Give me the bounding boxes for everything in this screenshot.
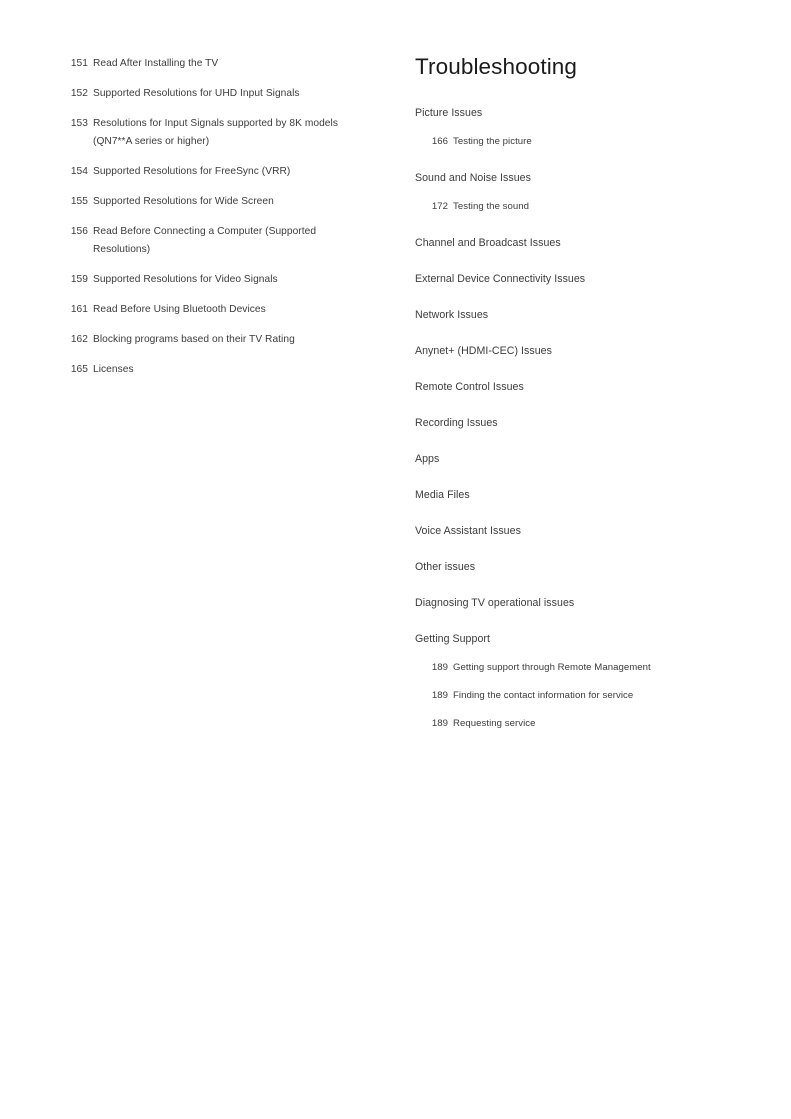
toc-entry-label: Resolutions for Input Signals supported by 8K models (QN7**A series or higher) [93, 118, 338, 147]
section-heading[interactable]: Anynet+ (HDMI-CEC) Issues [415, 345, 552, 357]
section-heading[interactable]: Network Issues [415, 309, 489, 321]
toc-entry-label: Supported Resolutions for Video Signals [93, 274, 278, 285]
section-sub-entry-label: Testing the picture [453, 136, 532, 147]
toc-entry[interactable] [69, 271, 369, 289]
toc-entry-label: Read Before Using Bluetooth Devices [93, 304, 266, 315]
section-heading[interactable]: Recording Issues [415, 417, 498, 429]
section-list [415, 105, 745, 732]
section-heading[interactable]: Getting Support [415, 633, 490, 645]
section-heading[interactable]: Diagnosing TV operational issues [415, 597, 575, 609]
section-sub-entry[interactable] [415, 134, 745, 150]
section-sub-entry-group [415, 660, 745, 732]
toc-entry-page-number: 156 [70, 226, 88, 237]
toc-entry-page-number: 159 [70, 274, 88, 285]
toc-entry[interactable] [69, 85, 369, 103]
section-heading[interactable]: Other issues [415, 561, 476, 573]
toc-entry-label: Supported Resolutions for UHD Input Signals [93, 88, 300, 99]
section-sub-entry[interactable] [415, 199, 745, 215]
toc-right-column [415, 52, 745, 732]
toc-entry[interactable] [69, 301, 369, 319]
section-heading[interactable]: Media Files [415, 489, 470, 501]
toc-entry-label: Blocking programs based on their TV Rating [93, 334, 295, 345]
toc-entry[interactable] [69, 163, 369, 181]
section-sub-entry-page-number: 189 [431, 690, 448, 701]
toc-entry[interactable] [69, 115, 369, 151]
section-sub-entry-page-number: 189 [431, 662, 448, 673]
toc-entry-page-number: 162 [70, 334, 88, 345]
section-sub-entry-page-number: 166 [431, 136, 448, 147]
toc-left-column [69, 55, 369, 391]
toc-entry-page-number: 155 [70, 196, 88, 207]
section-sub-entry[interactable] [415, 688, 745, 704]
section-heading[interactable]: Remote Control Issues [415, 381, 524, 393]
section-sub-entry-label: Getting support through Remote Management [453, 662, 651, 673]
toc-entry[interactable] [69, 193, 369, 211]
section-heading[interactable]: Sound and Noise Issues [415, 172, 531, 184]
toc-entry[interactable] [69, 55, 369, 73]
toc-entry[interactable] [69, 361, 369, 379]
section-heading[interactable]: Channel and Broadcast Issues [415, 237, 561, 249]
section-sub-entry-label: Testing the sound [453, 201, 530, 212]
section-sub-entry-page-number: 172 [431, 201, 448, 212]
section-sub-entry-group [415, 199, 745, 215]
toc-entry-page-number: 153 [70, 118, 88, 129]
section-sub-entry[interactable] [415, 660, 745, 676]
toc-entry-label: Supported Resolutions for FreeSync (VRR) [93, 166, 291, 177]
section-sub-entry-group [415, 134, 745, 150]
toc-entry[interactable] [69, 331, 369, 349]
toc-entry-page-number: 152 [70, 88, 88, 99]
section-sub-entry-page-number: 189 [431, 718, 448, 729]
toc-entry-page-number: 154 [70, 166, 88, 177]
section-heading[interactable]: Voice Assistant Issues [415, 525, 521, 537]
toc-entry[interactable] [69, 223, 369, 259]
toc-entry-label: Supported Resolutions for Wide Screen [93, 196, 274, 207]
toc-entry-label: Licenses [93, 364, 134, 375]
section-heading[interactable]: External Device Connectivity Issues [415, 273, 586, 285]
section-sub-entry-label: Finding the contact information for service [453, 690, 634, 701]
toc-entry-page-number: 161 [70, 304, 88, 315]
section-sub-entry[interactable] [415, 716, 745, 732]
chapter-title: Troubleshooting [415, 54, 578, 79]
section-heading[interactable]: Picture Issues [415, 107, 483, 119]
toc-entry-label: Read After Installing the TV [93, 58, 219, 69]
toc-entry-page-number: 151 [70, 58, 88, 69]
section-sub-entry-label: Requesting service [453, 718, 536, 729]
toc-entry-page-number: 165 [70, 364, 88, 375]
toc-entry-label: Read Before Connecting a Computer (Supported Resolutions) [93, 226, 317, 255]
section-heading[interactable]: Apps [415, 453, 440, 465]
